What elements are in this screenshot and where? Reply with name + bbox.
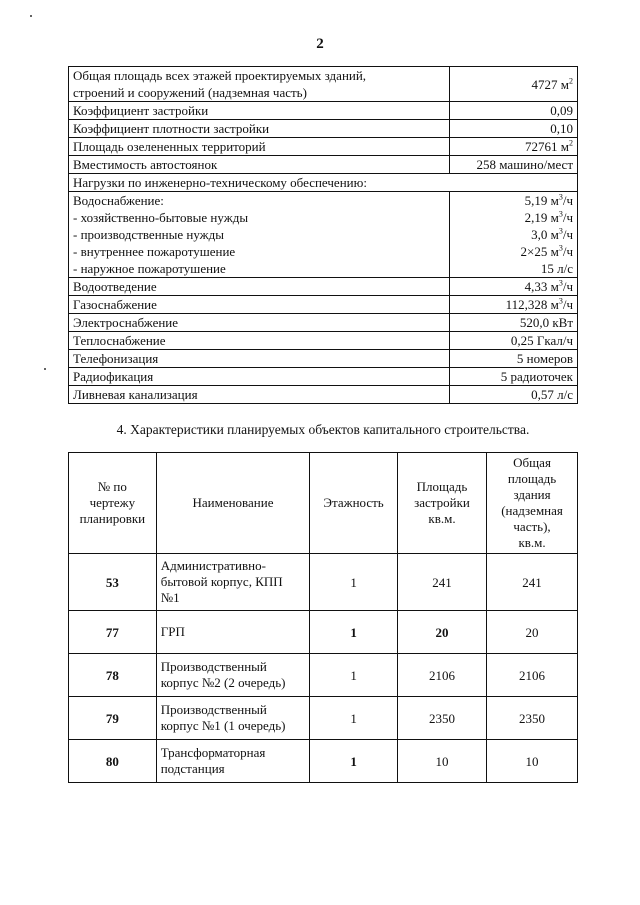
row-label (69, 120, 450, 138)
name-line: Производственный (160, 702, 267, 717)
label-line: Площадь озелененных территорий (73, 139, 266, 154)
row-label (69, 138, 450, 156)
value-line: 2×25 $м^3/ч$ (520, 243, 573, 259)
cell-built-area: 2350 (397, 697, 486, 740)
row-label (69, 368, 450, 386)
cell-built-area: 20 (397, 611, 486, 654)
label-line: Водоснабжение: (73, 193, 164, 208)
table-row (69, 174, 578, 192)
table-row (69, 611, 578, 654)
value-line: 5,19 $м^3/ч$ (524, 192, 573, 208)
table-row (69, 120, 578, 138)
row-label (69, 350, 450, 368)
header-line: площадь (507, 471, 557, 486)
row-label (69, 156, 450, 174)
table-row (69, 296, 578, 314)
row-value (449, 138, 577, 156)
row-label (69, 314, 450, 332)
table-row (69, 102, 578, 120)
cell-floors: 1 (310, 654, 398, 697)
cell-floors: 1 (310, 740, 398, 783)
row-value (449, 332, 577, 350)
cell-name (156, 554, 310, 611)
value-line: 15 л/с (540, 261, 573, 276)
cell-name (156, 654, 310, 697)
table-row (69, 192, 578, 278)
label-line: Ливневая канализация (73, 387, 198, 402)
row-value (449, 67, 577, 102)
table-row (69, 350, 578, 368)
header-line: Площадь (416, 479, 468, 494)
row-label (69, 386, 450, 404)
table-row (69, 554, 578, 611)
page-number: 2 (316, 36, 324, 52)
label-line: Общая площадь всех этажей проектируемых зданий, (73, 68, 367, 83)
header-line: Наименование (192, 495, 274, 510)
name-line: бытовой корпус, КПП (160, 574, 283, 589)
scan-speck (30, 15, 32, 17)
value-line: 4727 $м^2$ (531, 76, 573, 92)
cell-floors: 1 (310, 611, 398, 654)
label-line: - наружное пожаротушение (73, 261, 226, 276)
value-line: 72761 $м^2$ (525, 138, 573, 154)
value-line: 0,10 (550, 121, 573, 136)
cell-num: 78 (69, 654, 157, 697)
table-row (69, 386, 578, 404)
header-line: планировки (79, 511, 146, 526)
cell-built-area: 2106 (397, 654, 486, 697)
cell-built-area: 10 (397, 740, 486, 783)
table-row (69, 156, 578, 174)
value-line: 520,0 кВт (519, 315, 573, 330)
value-line: 0,09 (550, 103, 573, 118)
header-line: Этажность (323, 495, 384, 510)
value-line: 5 номеров (516, 351, 573, 366)
cell-name (156, 697, 310, 740)
row-label (69, 174, 578, 192)
cell-name (156, 611, 310, 654)
table-row (69, 67, 578, 102)
row-label (69, 332, 450, 350)
label-line: Телефонизация (73, 351, 159, 366)
cell-total-area: 2350 (487, 697, 578, 740)
header-line: часть), (513, 519, 551, 534)
section-title: 4. Характеристики планируемых объектов капитального строительства. (116, 422, 530, 437)
cell-floors: 1 (310, 554, 398, 611)
cell-total-area: 20 (487, 611, 578, 654)
column-header (310, 453, 398, 554)
header-line: кв.м. (428, 511, 456, 526)
name-line: корпус №2 (2 очередь) (160, 675, 286, 690)
summary-table (68, 66, 578, 404)
cell-total-area: 241 (487, 554, 578, 611)
header-line: (надземная (501, 503, 563, 518)
name-line: Производственный (160, 659, 267, 674)
name-line: ГРП (160, 624, 185, 639)
cell-num: 79 (69, 697, 157, 740)
column-header (397, 453, 486, 554)
header-line: Общая (513, 455, 551, 470)
label-line: Водоотведение (73, 279, 157, 294)
cell-name (156, 740, 310, 783)
name-line: корпус №1 (1 очередь) (160, 718, 286, 733)
row-label (69, 192, 450, 278)
label-line: Коэффициент застройки (73, 103, 209, 118)
cell-total-area: 10 (487, 740, 578, 783)
header-line: чертежу (89, 495, 136, 510)
table-row (69, 368, 578, 386)
column-header (487, 453, 578, 554)
row-value (449, 314, 577, 332)
scan-speck (44, 368, 46, 370)
row-label (69, 278, 450, 296)
header-row (69, 453, 578, 554)
cell-built-area: 241 (397, 554, 486, 611)
value-line: 0,25 Гкал/ч (510, 333, 573, 348)
name-line: Административно- (160, 558, 266, 573)
table-row (69, 740, 578, 783)
header-line: № по (97, 479, 127, 494)
table-row (69, 278, 578, 296)
label-line: Электроснабжение (73, 315, 179, 330)
label-line: Нагрузки по инженерно-техническому обеспечению: (73, 175, 367, 190)
row-value (449, 278, 577, 296)
value-line: 2,19 $м^3/ч$ (524, 209, 573, 225)
cell-total-area: 2106 (487, 654, 578, 697)
column-header (156, 453, 310, 554)
name-line: Трансформаторная (160, 745, 266, 760)
table-row (69, 332, 578, 350)
label-line: - хозяйственно-бытовые нужды (73, 210, 249, 225)
cell-num: 53 (69, 554, 157, 611)
row-value (449, 386, 577, 404)
row-value (449, 156, 577, 174)
label-line: Газоснабжение (73, 297, 157, 312)
row-value (449, 350, 577, 368)
value-line: 3,0 $м^3/ч$ (531, 226, 573, 242)
label-line: - внутреннее пожаротушение (73, 244, 236, 259)
value-line: 0,57 л/с (531, 387, 573, 402)
column-header (69, 453, 157, 554)
header-line: застройки (414, 495, 470, 510)
name-line: подстанция (160, 761, 225, 776)
cell-num: 80 (69, 740, 157, 783)
table-row (69, 138, 578, 156)
value-line: 5 радиоточек (500, 369, 573, 384)
row-label (69, 67, 450, 102)
row-value (449, 296, 577, 314)
table-row (69, 654, 578, 697)
label-line: Радиофикация (73, 369, 154, 384)
value-line: 258 машино/мест (476, 157, 573, 172)
table-row (69, 314, 578, 332)
value-line: 112,328 $м^3/ч$ (505, 296, 573, 312)
cell-floors: 1 (310, 697, 398, 740)
label-line: Коэффициент плотности застройки (73, 121, 270, 136)
row-value (449, 368, 577, 386)
header-line: здания (513, 487, 551, 502)
cell-num: 77 (69, 611, 157, 654)
header-line: кв.м. (518, 535, 546, 550)
label-line: - производственные нужды (73, 227, 224, 242)
row-value (449, 120, 577, 138)
row-label (69, 296, 450, 314)
objects-table (68, 452, 578, 783)
name-line: №1 (160, 590, 180, 605)
table-row (69, 697, 578, 740)
value-line: 4,33 $м^3/ч$ (524, 278, 573, 294)
label-line: Теплоснабжение (73, 333, 166, 348)
row-value (449, 192, 577, 278)
label-line: Вместимость автостоянок (73, 157, 218, 172)
label-line: строений и сооружений (надземная часть) (73, 85, 307, 100)
row-label (69, 102, 450, 120)
row-value (449, 102, 577, 120)
